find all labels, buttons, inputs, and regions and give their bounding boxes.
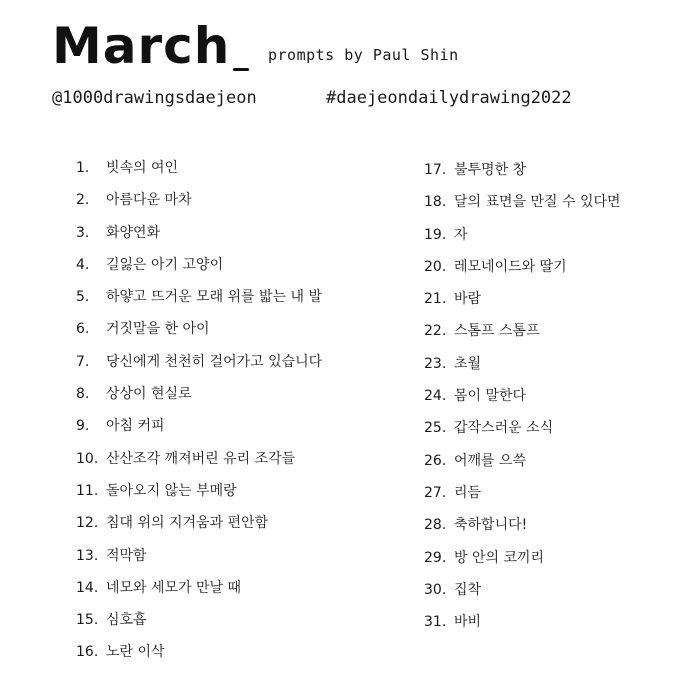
- prompt-number: 8.: [76, 386, 90, 403]
- prompt-text: 몸이 말한다: [454, 388, 527, 405]
- prompt-text: 자: [454, 226, 468, 243]
- prompt-item: [424, 321, 621, 353]
- prompt-number: 6.: [76, 321, 90, 338]
- prompt-text: 아침 커피: [106, 418, 165, 435]
- prompt-text: 불투명한 창: [454, 162, 527, 178]
- prompt-number: 11.: [76, 482, 99, 499]
- prompt-number: 25.: [424, 420, 447, 437]
- prompt-item: [76, 578, 322, 610]
- title-underscore: [233, 68, 249, 71]
- prompt-text: 상상이 현실로: [106, 386, 192, 403]
- prompt-number: 30.: [424, 581, 447, 598]
- prompt-item: [424, 548, 621, 580]
- prompt-number: 17.: [424, 162, 447, 178]
- prompt-item: [424, 386, 621, 418]
- prompt-text: 돌아오지 않는 부메랑: [106, 482, 237, 499]
- prompt-number: 20.: [424, 258, 447, 275]
- prompt-number: 26.: [424, 452, 447, 469]
- prompt-item: [424, 515, 621, 547]
- prompt-item: [76, 416, 322, 448]
- prompt-text: 초월: [454, 355, 482, 372]
- prompt-number: 5.: [76, 289, 90, 306]
- prompt-item: [76, 481, 322, 513]
- prompt-text: 길잃은 아기 고양이: [106, 256, 224, 273]
- prompt-text: 방 안의 코끼리: [454, 549, 545, 566]
- prompt-item: [424, 612, 621, 644]
- prompt-item: [76, 319, 322, 351]
- prompt-text: 아름다운 마차: [106, 192, 192, 209]
- prompt-number: 2.: [76, 192, 90, 209]
- prompt-item: [424, 289, 621, 321]
- prompt-number: 7.: [76, 353, 90, 370]
- prompt-list-right: [424, 160, 621, 644]
- prompt-item: [424, 192, 621, 224]
- prompt-number: 21.: [424, 291, 447, 308]
- prompt-number: 19.: [424, 226, 447, 243]
- prompt-number: 14.: [76, 579, 99, 596]
- prompt-number: 24.: [424, 388, 447, 405]
- prompt-text: 산산조각 깨져버린 유리 조각들: [106, 450, 296, 467]
- prompt-item: [424, 354, 621, 386]
- prompt-number: 13.: [76, 547, 99, 564]
- prompt-number: 28.: [424, 517, 447, 534]
- prompt-text: 스톰프 스톰프: [454, 323, 540, 340]
- prompt-text: 당신에게 천천히 걸어가고 있습니다: [106, 353, 323, 370]
- prompt-number: 27.: [424, 484, 447, 501]
- prompt-text: 하얗고 뜨거운 모래 위를 밟는 내 발: [106, 289, 323, 306]
- prompt-item: [424, 257, 621, 289]
- prompt-text: 네모와 세모가 만날 때: [106, 579, 242, 596]
- prompt-item: [76, 352, 322, 384]
- prompt-number: 18.: [424, 194, 447, 211]
- hashtag: #daejeondailydrawing2022: [326, 88, 572, 108]
- prompt-item: [424, 225, 621, 257]
- prompt-item: [76, 642, 322, 674]
- prompt-item: [424, 418, 621, 450]
- prompt-item: [76, 384, 322, 416]
- prompt-number: 12.: [76, 515, 99, 532]
- prompt-item: [76, 287, 322, 319]
- prompt-number: 22.: [424, 323, 447, 340]
- prompt-number: 9.: [76, 418, 90, 435]
- prompt-number: 29.: [424, 549, 447, 566]
- prompt-text: 어깨를 으쓱: [454, 452, 527, 469]
- prompt-item: [424, 160, 621, 192]
- prompt-text: 화양연화: [106, 224, 161, 241]
- page-title: March: [52, 17, 231, 75]
- prompt-text: 거짓말을 한 아이: [106, 321, 210, 338]
- prompt-text: 침대 위의 지겨움과 편안함: [106, 515, 269, 532]
- prompt-item: [76, 513, 322, 545]
- prompt-number: 4.: [76, 256, 90, 273]
- prompt-text: 심호흡: [106, 612, 147, 629]
- prompt-number: 16.: [76, 644, 99, 661]
- prompt-item: [424, 483, 621, 515]
- prompt-number: 3.: [76, 224, 90, 241]
- prompt-item: [424, 580, 621, 612]
- prompt-item: [76, 255, 322, 287]
- prompt-item: [76, 610, 322, 642]
- prompt-text: 적막함: [106, 547, 147, 564]
- prompt-item: [76, 546, 322, 578]
- prompt-text: 레모네이드와 딸기: [454, 258, 567, 275]
- prompt-item: [76, 223, 322, 255]
- prompt-text: 달의 표면을 만질 수 있다면: [454, 194, 621, 211]
- prompt-number: 31.: [424, 614, 447, 631]
- prompt-item: [76, 158, 322, 190]
- account-handle: @1000drawingsdaejeon: [52, 88, 257, 108]
- prompt-item: [424, 451, 621, 483]
- prompt-text: 집착: [454, 581, 482, 598]
- prompt-number: 1.: [76, 160, 90, 176]
- prompt-text: 바비: [454, 614, 482, 631]
- prompt-text: 갑작스러운 소식: [454, 420, 554, 437]
- prompt-number: 23.: [424, 355, 447, 372]
- prompt-text: 리듬: [454, 484, 482, 501]
- prompt-item: [76, 190, 322, 222]
- prompt-number: 10.: [76, 450, 99, 467]
- prompt-list-left: [76, 158, 322, 675]
- prompt-text: 노란 이삭: [106, 644, 165, 661]
- prompt-text: 축하합니다!: [454, 517, 528, 534]
- prompt-number: 15.: [76, 612, 99, 629]
- prompt-item: [76, 449, 322, 481]
- page-subtitle: prompts by Paul Shin: [268, 46, 459, 64]
- prompt-text: 바람: [454, 291, 482, 308]
- prompt-text: 빗속의 여인: [106, 160, 179, 176]
